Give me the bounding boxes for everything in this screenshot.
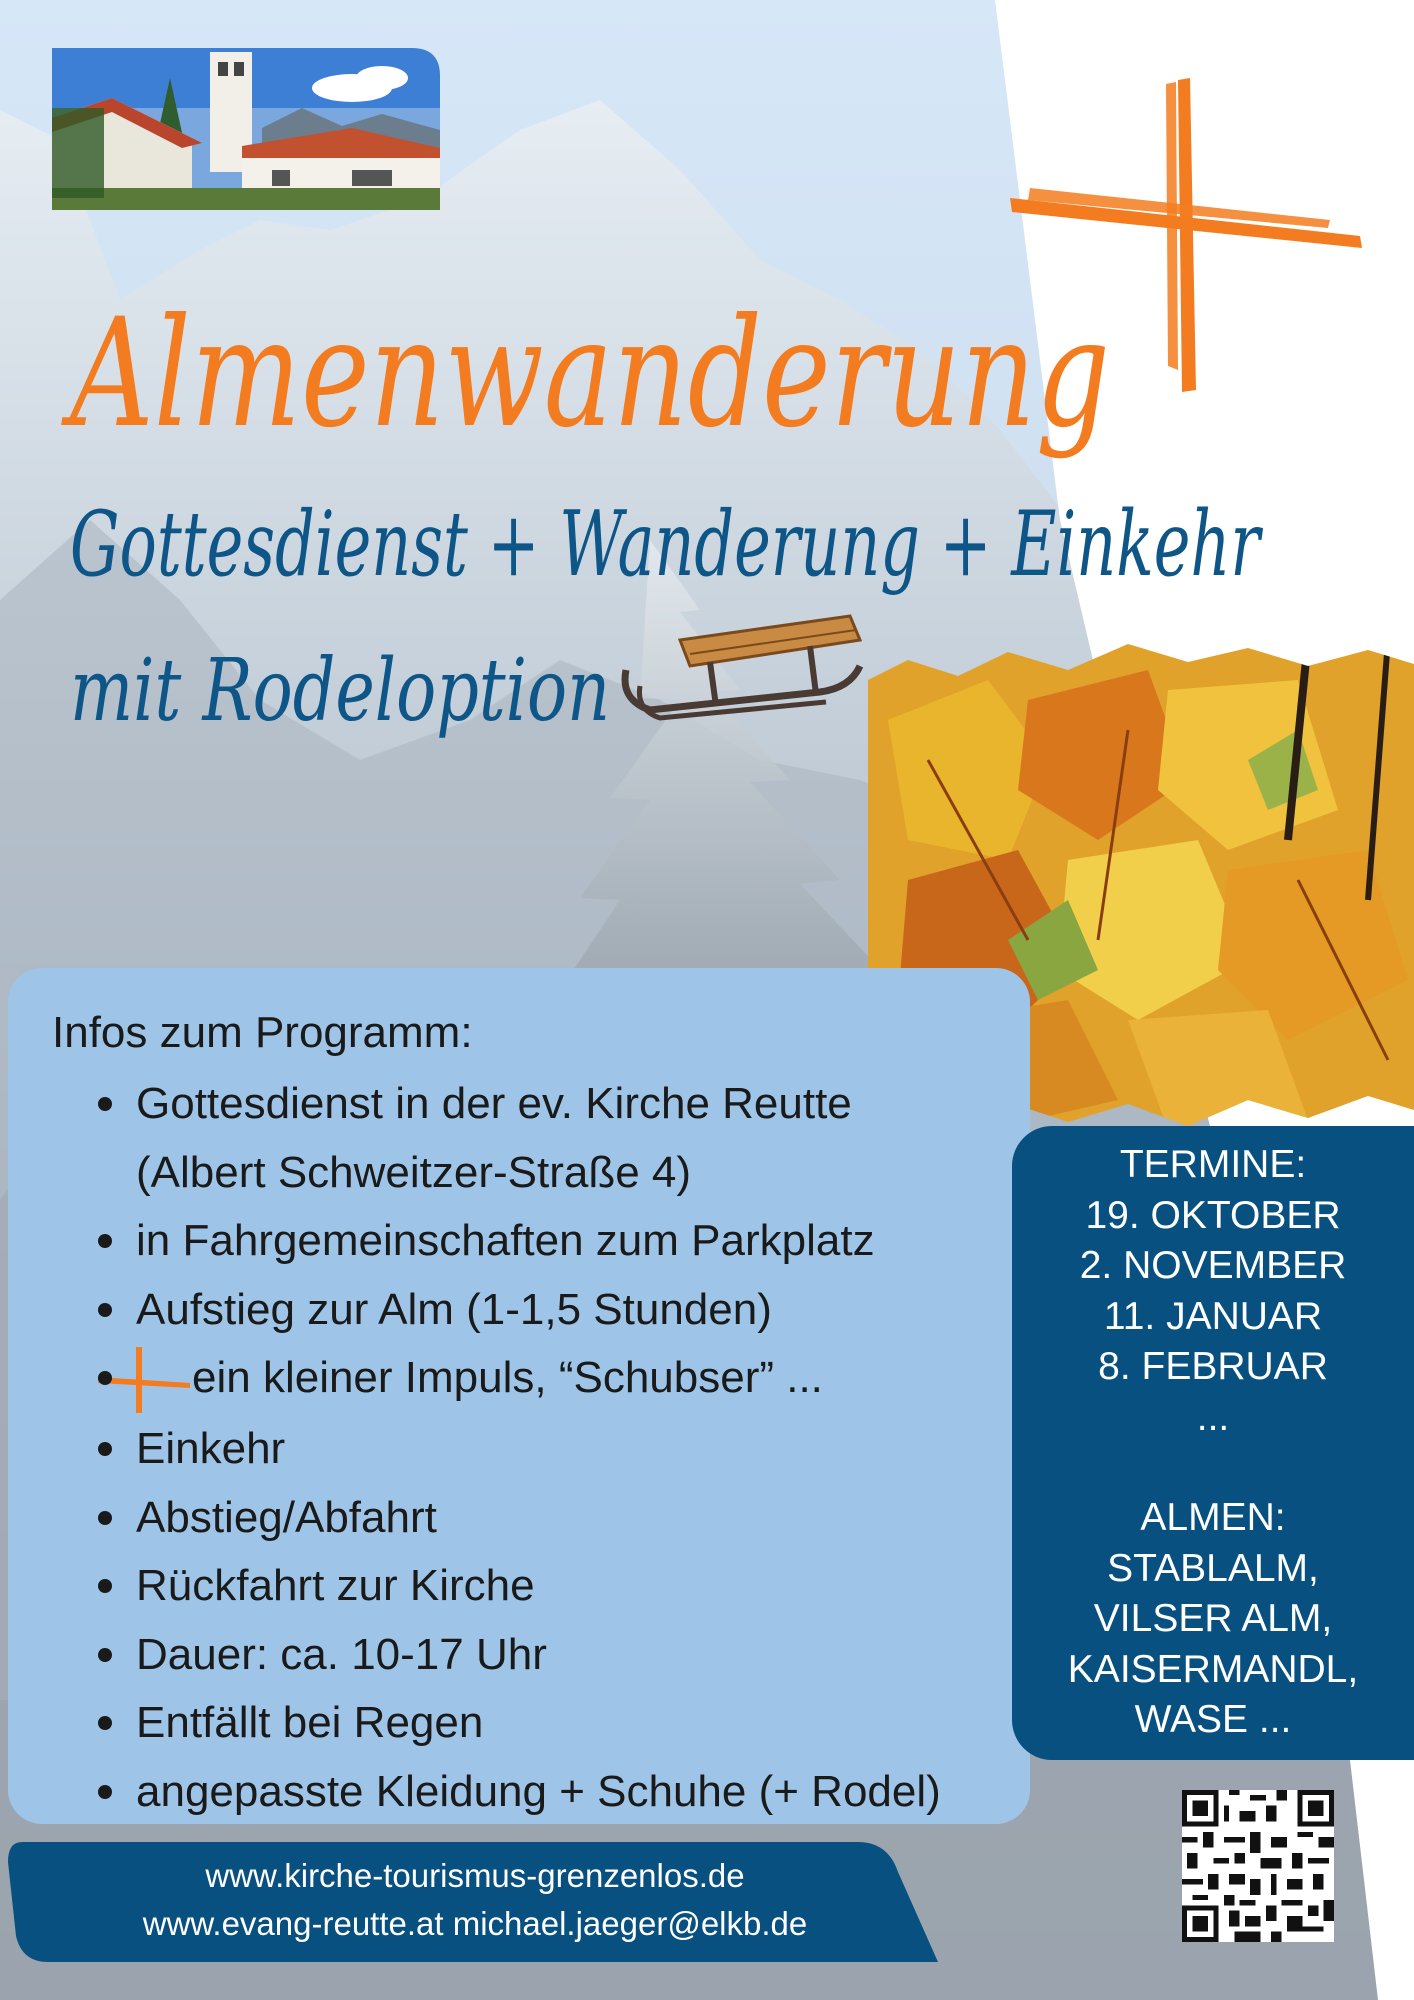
- alm-item: STABLALM,: [1107, 1546, 1319, 1590]
- list-item: [80, 1207, 1040, 1276]
- alm-item: KAISERMANDL,: [1067, 1647, 1359, 1691]
- alm-item: VILSER ALM,: [1093, 1597, 1333, 1640]
- sled-icon: [620, 610, 870, 740]
- list-item-text: Abstieg/Abfahrt: [136, 1492, 437, 1542]
- bullet: [98, 1579, 112, 1593]
- alm-item: WASE ...: [1134, 1698, 1292, 1741]
- info-heading: Infos zum Programm:: [52, 1008, 473, 1057]
- title-text: Almenwanderung: [60, 287, 1110, 461]
- list-item-text: Einkehr: [136, 1424, 286, 1474]
- date-item: 2. NOVEMBER: [1079, 1244, 1347, 1287]
- contact-line[interactable]: www.evang-reutte.at michael.jaeger@elkb.de: [142, 1905, 808, 1942]
- date-item: 19. OKTOBER: [1085, 1193, 1341, 1237]
- dates-heading: TERMINE:: [1119, 1143, 1307, 1186]
- list-item: [80, 1276, 1040, 1345]
- date-item: ...: [1196, 1395, 1230, 1439]
- list-item-text: Rückfahrt zur Kirche: [136, 1561, 535, 1611]
- bullet: [98, 1371, 112, 1385]
- footer-contact: [40, 1852, 910, 1948]
- list-item: [80, 1139, 1040, 1208]
- list-item-text: (Albert Schweitzer-Straße 4): [136, 1147, 692, 1197]
- date-item: 11. JANUAR: [1103, 1294, 1323, 1338]
- subtitle-line-2: [60, 620, 620, 760]
- list-item-text: Dauer: ca. 10-17 Uhr: [136, 1629, 547, 1679]
- list-item-text: Entfällt bei Regen: [136, 1698, 484, 1748]
- list-item-text: Gottesdienst in der ev. Kirche Reutte: [136, 1079, 852, 1128]
- bullet: [98, 1303, 112, 1317]
- list-item: [80, 1689, 1040, 1758]
- title-heading: [60, 215, 1160, 475]
- list-item-text: Aufstieg zur Alm (1-1,5 Stunden): [136, 1284, 772, 1334]
- bullet: [98, 1511, 112, 1525]
- list-item-text: angepasste Kleidung + Schuhe (+ Rodel): [136, 1766, 941, 1816]
- list-item: [80, 1344, 1040, 1415]
- subtitle-line-2-text: mit Rodeloption: [70, 641, 610, 741]
- bullet: [98, 1785, 112, 1799]
- qr-code[interactable]: [1182, 1790, 1334, 1942]
- list-item: [80, 1415, 1040, 1484]
- bullet: [98, 1097, 112, 1111]
- bullet: [98, 1442, 112, 1456]
- list-item: [80, 1484, 1040, 1553]
- church-photo: [52, 48, 440, 210]
- bullet: [98, 1234, 112, 1248]
- bullet: [98, 1716, 112, 1730]
- bullet: [98, 1648, 112, 1662]
- almen-heading: ALMEN:: [1140, 1496, 1286, 1539]
- list-item: [80, 1758, 1040, 1827]
- subtitle-line-1: [60, 455, 1280, 625]
- date-item: 8. FEBRUAR: [1098, 1345, 1328, 1388]
- orange-cross-icon: [1000, 70, 1380, 410]
- list-item: [80, 1552, 1040, 1621]
- list-item-text: in Fahrgemeinschaften zum Parkplatz: [136, 1216, 875, 1265]
- list-item: [80, 1070, 1040, 1139]
- dates-panel: [1012, 1126, 1414, 1760]
- list-item: [80, 1621, 1040, 1690]
- subtitle-line-1-text: Gottesdienst + Wanderung + Einkehr: [70, 492, 1264, 597]
- info-list: [80, 1070, 1040, 1826]
- website-link[interactable]: www.kirche-tourismus-grenzenlos.de: [205, 1857, 745, 1894]
- list-item-text: ein kleiner Impuls, “Schubser” ...: [192, 1353, 823, 1402]
